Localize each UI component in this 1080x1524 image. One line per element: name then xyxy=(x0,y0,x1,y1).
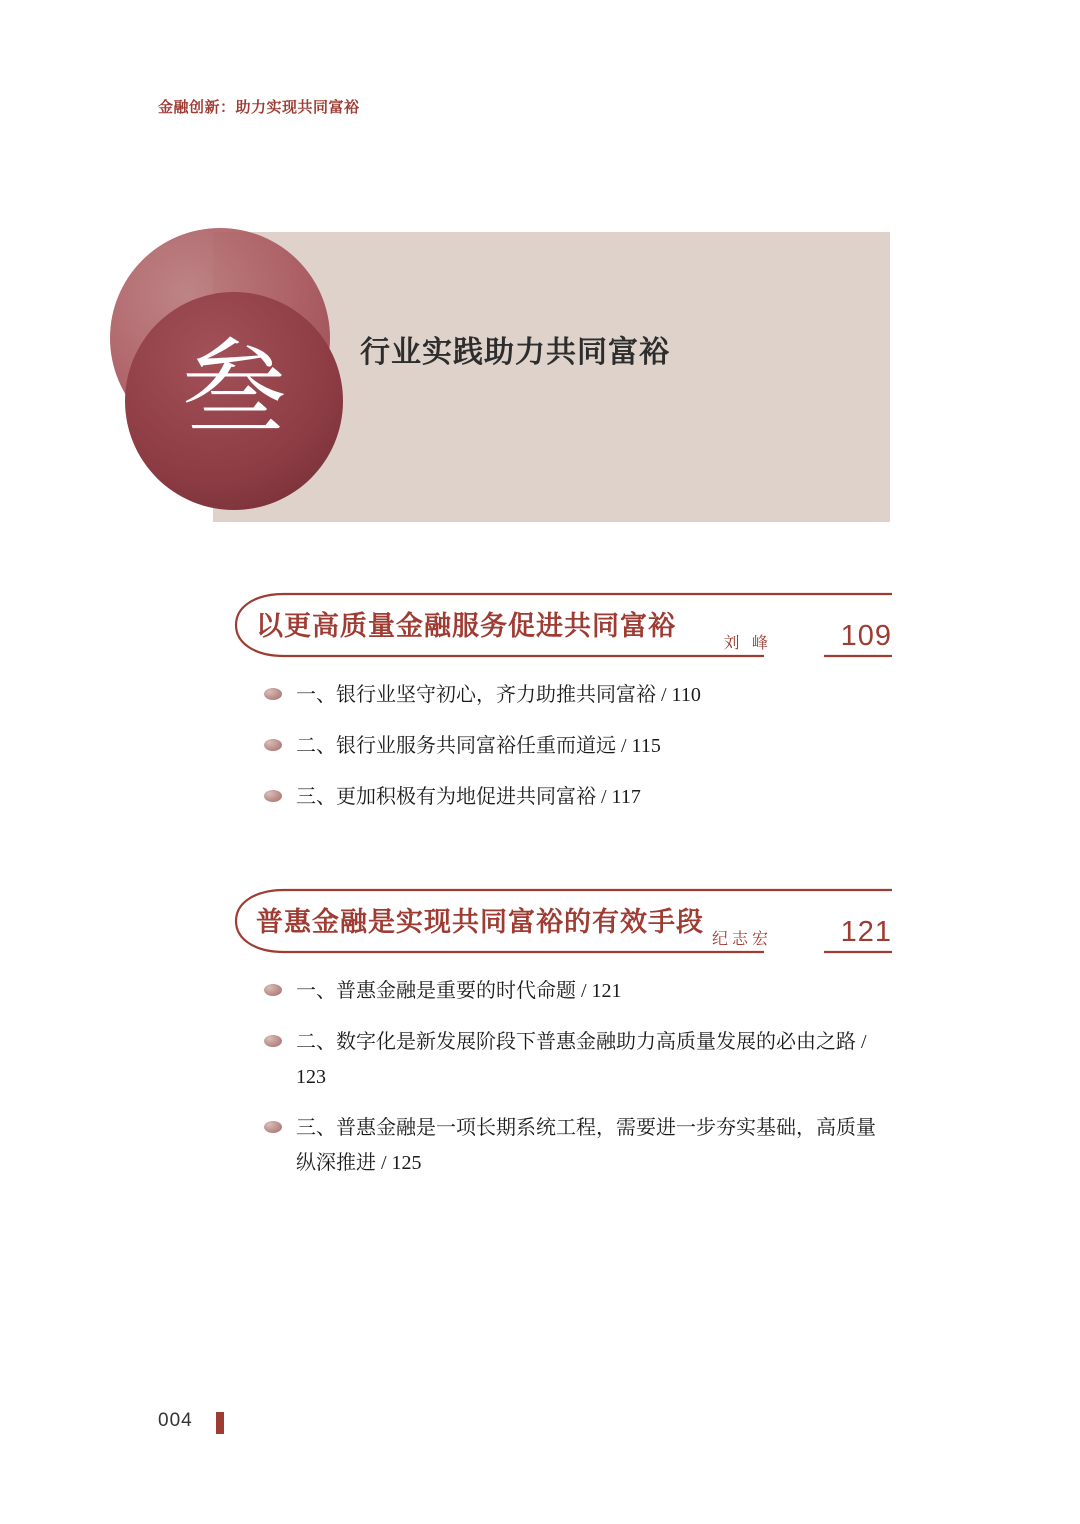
bullet-icon xyxy=(264,1121,282,1133)
list-item[interactable] xyxy=(252,1111,892,1181)
bullet-icon xyxy=(264,984,282,996)
list-item-label: 三、更加积极有为地促进共同富裕 / 117 xyxy=(296,786,641,808)
list-item[interactable] xyxy=(252,678,892,713)
section-numeral: 叁 xyxy=(181,330,289,448)
list-item[interactable] xyxy=(252,780,892,815)
entry-page-number: 109 xyxy=(840,620,892,652)
list-item-label: 一、银行业坚守初心，齐力助推共同富裕 / 110 xyxy=(296,684,701,706)
page-number: 004 xyxy=(158,1410,193,1431)
entry-author: 纪志宏 xyxy=(711,931,772,948)
entry-title: 以更高质量金融服务促进共同富裕 xyxy=(256,611,676,641)
entry-page-number: 121 xyxy=(840,916,892,948)
list-item-label: 二、银行业服务共同富裕任重而道远 / 115 xyxy=(296,735,661,757)
bullet-icon xyxy=(264,790,282,802)
entry-author: 刘 峰 xyxy=(723,635,772,652)
toc-sublist xyxy=(252,678,892,831)
entry-title: 普惠金融是实现共同富裕的有效手段 xyxy=(256,907,704,937)
running-head: 金融创新：助力实现共同富裕 xyxy=(158,99,360,116)
list-item[interactable] xyxy=(252,729,892,764)
list-item[interactable] xyxy=(252,974,892,1009)
bullet-icon xyxy=(264,739,282,751)
toc-entry-header xyxy=(224,592,892,664)
list-item-label: 一、普惠金融是重要的时代命题 / 121 xyxy=(296,980,622,1002)
list-item-label: 三、普惠金融是一项长期系统工程，需要进一步夯实基础，高质量纵深推进 / 125 xyxy=(296,1117,876,1174)
list-item-label: 二、数字化是新发展阶段下普惠金融助力高质量发展的必由之路 / 123 xyxy=(296,1031,867,1088)
folio-mark-icon xyxy=(216,1412,224,1434)
toc-entry-header xyxy=(224,888,892,960)
toc-entry[interactable] xyxy=(224,592,892,808)
bullet-icon xyxy=(264,688,282,700)
toc-sublist xyxy=(252,974,892,1197)
section-title: 行业实践助力共同富裕 xyxy=(360,336,670,369)
bullet-icon xyxy=(264,1035,282,1047)
toc-entry[interactable] xyxy=(224,888,892,1174)
list-item[interactable] xyxy=(252,1025,892,1095)
